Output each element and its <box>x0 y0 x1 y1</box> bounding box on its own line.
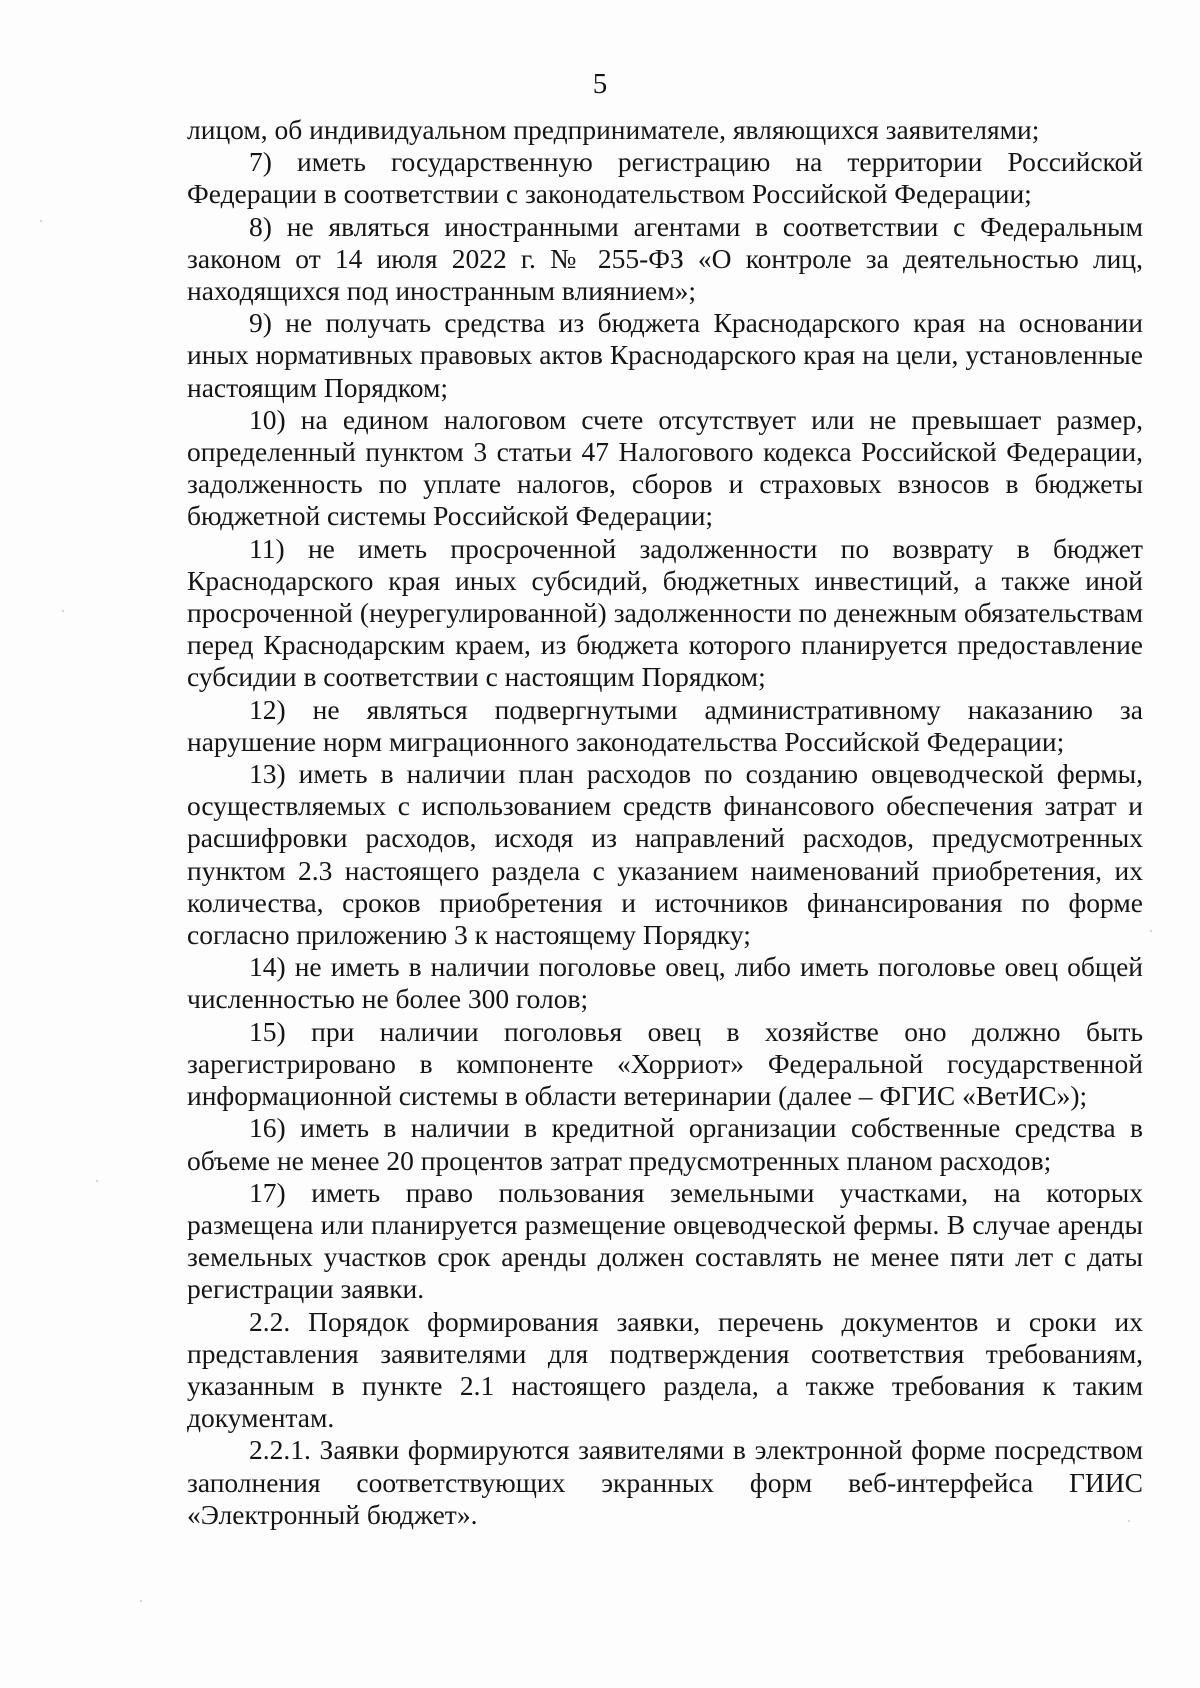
paragraph-item-14: 14) не иметь в наличии поголовье овец, либо иметь поголовье овец общей численностью не более 300 голов; <box>187 951 1143 1015</box>
scan-speck <box>62 610 64 612</box>
paragraph-item-12: 12) не являться подвергнутыми административному наказанию за нарушение норм миграционного законодательства Российской Федерации; <box>187 693 1143 757</box>
document-body <box>187 114 1143 1531</box>
paragraph-item-10: 10) на едином налоговом счете отсутствует или не превышает размер, определенный пунктом 3 статьи 47 Налогового кодекса Российской Федерации, задолженность по уплате налогов, сборов и страховых взносов в бюджеты бюджетной системы Российской Федерации; <box>187 403 1143 532</box>
paragraph-section-2-2-1: 2.2.1. Заявки формируются заявителями в электронной форме посредством заполнения соответствующих экранных форм веб-интерфейса ГИИС «Электронный бюджет». <box>187 1434 1143 1530</box>
scan-speck <box>96 1180 98 1182</box>
paragraph-item-16: 16) иметь в наличии в кредитной организации собственные средства в объеме не менее 20 процентов затрат предусмотренных планом расходов; <box>187 1112 1143 1176</box>
scan-speck <box>1128 1520 1130 1522</box>
page-number: 5 <box>592 68 608 100</box>
paragraph-item-15: 15) при наличии поголовья овец в хозяйстве оно должно быть зарегистрировано в компоненте «Хорриот» Федеральной государственной информационной системы в области ветеринарии (далее – ФГИС «ВетИС»); <box>187 1015 1143 1112</box>
scan-speck <box>40 220 42 222</box>
paragraph-continuation: лицом, об индивидуальном предпринимателе, являющихся заявителями; <box>187 114 1040 145</box>
paragraph-item-7: 7) иметь государственную регистрацию на территории Российской Федерации в соответствии с законодательством Российской Федерации; <box>187 146 1143 210</box>
paragraph-item-17: 17) иметь право пользования земельными участками, на которых размещена или планируется размещение овцеводческой фермы. В случае аренды земельных участков срок аренды должен составлять не менее пяти лет с даты регистрации заявки. <box>187 1176 1143 1305</box>
paragraph-item-9: 9) не получать средства из бюджета Краснодарского края на основании иных нормативных правовых актов Краснодарского края на цели, установленные настоящим Порядком; <box>187 307 1143 403</box>
paragraph-item-13: 13) иметь в наличии план расходов по созданию овцеводческой фермы, осуществляемых с использованием средств финансового обеспечения затрат и расшифровки расходов, исходя из направлений расходов, предусмотренных пунктом 2.3 настоящего раздела с указанием наименований приобретения, их количества, сроков приобретения и источников финансирования по форме согласно приложению 3 к настоящему Порядку; <box>187 758 1143 951</box>
paragraph-section-2-2: 2.2. Порядок формирования заявки, перечень документов и сроки их представления заявителями для подтверждения соответствия требованиям, указанным в пункте 2.1 настоящего раздела, а также требования к таким документам. <box>187 1305 1143 1434</box>
paragraph-item-11: 11) не иметь просроченной задолженности по возврату в бюджет Краснодарского края иных субсидий, бюджетных инвестиций, а также иной просроченной (неурегулированной) задолженности по денежным обязательствам перед Краснодарским краем, из бюджета которого планируется предоставление субсидии в соответствии с настоящим Порядком; <box>187 532 1143 693</box>
scan-speck <box>140 1600 142 1602</box>
scan-speck <box>1150 930 1152 932</box>
paragraph-item-8: 8) не являться иностранными агентами в соответствии с Федеральным законом от 14 июля 2022 г. № 255-ФЗ «О контроле за деятельностью лиц, находящихся под иностранным влиянием»; <box>187 210 1143 307</box>
